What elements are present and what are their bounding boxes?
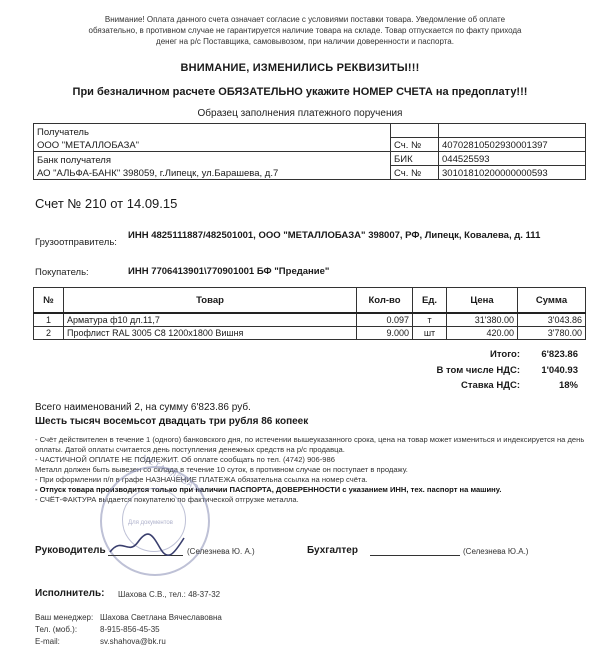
table-header-row	[34, 288, 586, 314]
col-quantity: Кол-во	[357, 288, 413, 314]
email-label: E-mail:	[35, 637, 60, 646]
buyer-value: ИНН 7706413901\770901001 БФ "Предание"	[128, 266, 330, 277]
row-sum: 3'780.00	[518, 327, 586, 340]
items-table	[33, 287, 586, 340]
bank-label: Банк получателя	[34, 152, 391, 166]
corr-account-label: Сч. №	[391, 166, 439, 180]
manager-value: Шахова Светлана Вячеславовна	[100, 613, 222, 622]
vat-rate-label: Ставка НДС:	[461, 380, 520, 391]
total-label: Итого:	[490, 349, 520, 360]
email-value: sv.shahova@bk.ru	[100, 637, 166, 646]
manager-label: Ваш менеджер:	[35, 613, 94, 622]
amount-in-words: Шесть тысяч восемьсот двадцать три рубля 86 копеек	[35, 416, 309, 427]
term-item: - Счёт действителен в течение 1 (одного) банковского дня, по истечении вышеуказанного срока, цена на товар может измениться и индексируется на день оплаты. Датой оплаты считается день поступления денежных средств на р/с продавца.	[35, 435, 585, 454]
head-label: Руководитель	[35, 545, 106, 556]
col-number: №	[34, 288, 64, 314]
row-quantity: 0.097	[357, 313, 413, 327]
bik-value: 044525593	[439, 152, 586, 166]
table-row	[34, 313, 586, 327]
invoice-number-warning: При безналичном расчете ОБЯЗАТЕЛЬНО укажите НОМЕР СЧЕТА на предоплату!!!	[72, 86, 528, 98]
executor-label: Исполнитель:	[35, 588, 105, 599]
accountant-name: (Селезнева Ю.А.)	[463, 547, 529, 556]
vat-included-label: В том числе НДС:	[436, 365, 520, 376]
stamp-subtext: Для документов	[128, 520, 173, 526]
col-sum: Сумма	[518, 288, 586, 314]
row-number: 2	[34, 327, 64, 340]
stamp-text: МЕТАЛЛОБАЗА	[140, 453, 206, 496]
vat-rate-value: 18%	[558, 380, 578, 391]
col-price: Цена	[447, 288, 518, 314]
accountant-label: Бухгалтер	[307, 545, 358, 556]
row-product: Арматура ф10 дл.11,7	[64, 313, 357, 327]
term-item: - При оформлении п/п в графе НАЗНАЧЕНИЕ ПЛАТЕЖА обязательна ссылка на номер счёта.	[35, 475, 368, 484]
buyer-label: Покупатель:	[35, 267, 89, 278]
row-quantity: 9.000	[357, 327, 413, 340]
col-unit: Ед.	[413, 288, 447, 314]
account-label: Сч. №	[391, 138, 439, 152]
account-value: 40702810502930001397	[439, 138, 586, 152]
head-signature	[108, 530, 188, 560]
row-unit: т	[413, 313, 447, 327]
payment-sample-title: Образец заполнения платежного поручения	[197, 108, 403, 119]
head-name: (Селезнева Ю. А.)	[187, 547, 255, 556]
recipient-label: Получатель	[34, 124, 391, 138]
corr-account-value: 30101810200000000593	[439, 166, 586, 180]
row-sum: 3'043.86	[518, 313, 586, 327]
bank-details-table	[33, 123, 586, 180]
row-price: 420.00	[447, 327, 518, 340]
row-unit: шт	[413, 327, 447, 340]
row-product: Профлист RAL 3005 С8 1200х1800 Вишня	[64, 327, 357, 340]
shipper-label: Грузоотправитель:	[35, 237, 117, 248]
term-item: Металл должен быть вывезен со склада в течение 10 суток, в противном случае он поступает в продажу.	[35, 465, 408, 474]
requisites-warning: ВНИМАНИЕ, ИЗМЕНИЛИСЬ РЕКВИЗИТЫ!!!	[180, 62, 420, 74]
bik-label: БИК	[391, 152, 439, 166]
mobile-label: Тел. (моб.):	[35, 625, 78, 634]
term-item: - СЧЁТ-ФАКТУРА выдается покупателю по фактической отгрузке металла.	[35, 495, 299, 504]
mobile-value: 8-915-856-45-35	[100, 625, 160, 634]
vat-included-value: 1'040.93	[541, 365, 578, 376]
shipper-value: ИНН 4825111887/482501001, ООО "МЕТАЛЛОБАЗА" 398007, РФ, Липецк, Ковалева, д. 111	[128, 230, 541, 241]
executor-value: Шахова С.В., тел.: 48-37-32	[118, 590, 221, 599]
payment-notice: Внимание! Оплата данного счета означает согласие с условиями поставки товара. Уведомление об оплате обязательно, в противном случае не гарантируется наличие товара на складе. Товар отпускается по факту прихода денег на р/с Поставщика, самовывозом, при наличии доверенности и паспорта.	[88, 15, 522, 46]
row-number: 1	[34, 313, 64, 327]
term-item: - Отпуск товара производится только при наличии ПАСПОРТА, ДОВЕРЕННОСТИ с указанием ИНН, тех. паспорт на машину.	[35, 485, 502, 494]
bank-name: АО "АЛЬФА-БАНК" 398059, г.Липецк, ул.Барашева, д.7	[34, 166, 391, 180]
recipient-name: ООО "МЕТАЛЛОБАЗА"	[34, 138, 391, 152]
col-product: Товар	[64, 288, 357, 314]
total-value: 6'823.86	[541, 349, 578, 360]
summary-line: Всего наименований 2, на сумму 6'823.86 руб.	[35, 402, 251, 413]
table-row	[34, 327, 586, 340]
row-price: 31'380.00	[447, 313, 518, 327]
term-item: - ЧАСТИЧНОЙ ОПЛАТЕ НЕ ПОДЛЕЖИТ. Об оплате сообщать по тел. (4742) 906-986	[35, 455, 335, 464]
invoice-title: Счет № 210 от 14.09.15	[35, 196, 178, 211]
